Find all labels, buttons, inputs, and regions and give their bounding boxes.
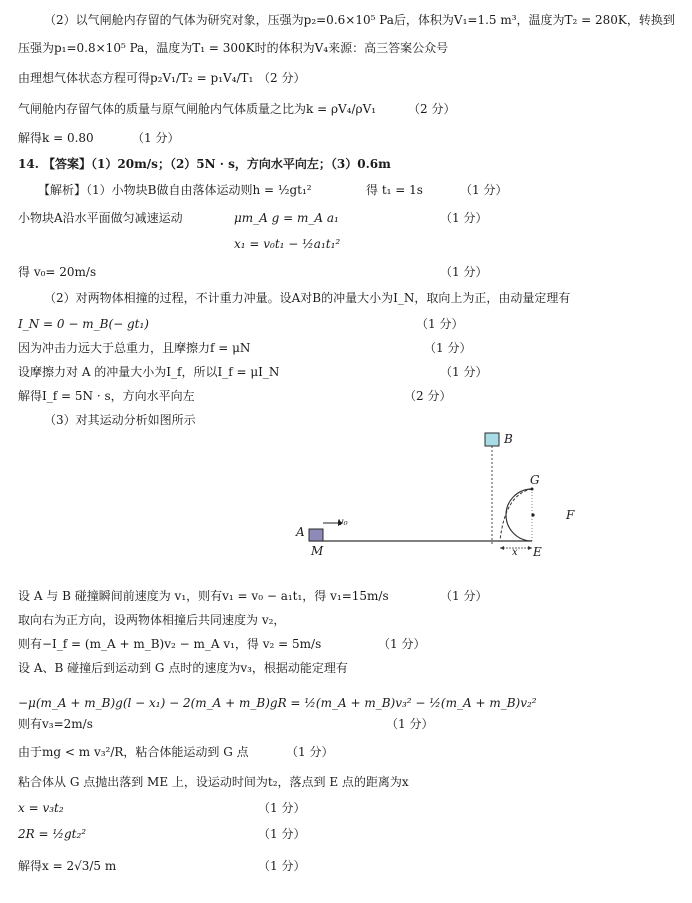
points-line-22: （1 分） — [386, 717, 434, 731]
circular-track — [506, 489, 532, 541]
label-b: B — [504, 432, 513, 446]
x-arrow-right — [528, 546, 532, 550]
points-line-13: （1 分） — [424, 341, 472, 355]
line-27: 解得x = 2√3/5 m — [18, 859, 117, 873]
points-line-26: （1 分） — [258, 827, 306, 841]
label-x: x — [512, 547, 518, 558]
points-line-12: （1 分） — [416, 317, 464, 331]
line-8: 小物块A沿水平面做匀减速运动 — [18, 211, 183, 225]
points-line-5: （1 分） — [132, 131, 180, 145]
line-9: x₁ = v₀t₁ − ½a₁t₁² — [234, 237, 341, 251]
label-m: M — [311, 544, 324, 558]
line-15: 解得I_f = 5N · s，方向水平向左 — [18, 389, 195, 403]
label-e: E — [533, 545, 542, 559]
line-2: 压强为p₁=0.8×10⁵ Pa，温度为T₁ = 300K时的体积为V₄来源：高三答案公众号 — [18, 41, 449, 55]
points-line-4: （2 分） — [408, 102, 456, 116]
points-line-8: （1 分） — [440, 211, 488, 225]
label-v0: v₀ — [338, 517, 348, 528]
line-6: 14. 【答案】（1）20m/s；（2）5N · s，方向水平向左；（3）0.6m — [18, 157, 391, 171]
line-19: 则有−I_f = (m_A + m_B)v₂ − m_A v₁，得 v₂ = 5m/s — [18, 637, 322, 651]
line-7b: 得 t₁ = 1s — [366, 183, 423, 197]
points-line-23: （1 分） — [286, 745, 334, 759]
points-line-19: （1 分） — [378, 637, 426, 651]
line-3: 由理想气体状态方程可得p₂V₁/T₂ = p₁V₄/T₁ — [18, 71, 254, 85]
block-a — [309, 529, 323, 541]
line-13: 因为冲击力远大于总重力，且摩擦力f = μN — [18, 341, 251, 355]
line-21: −μ(m_A + m_B)g(l − x₁) − 2(m_A + m_B)gR = ½(m_A + m_B)v₃² − ½(m_A + m_B)v₂² — [18, 696, 537, 710]
points-line-27: （1 分） — [258, 859, 306, 873]
points-line-17: （1 分） — [440, 589, 488, 603]
line-24: 粘合体从 G 点抛出落到 ME 上，设运动时间为t₂，落点到 E 点的距离为x — [18, 775, 409, 789]
x-arrow-left — [500, 546, 504, 550]
block-b — [485, 433, 499, 446]
line-14: 设摩擦力对 A 的冲量大小为I_f，所以I_f = μI_N — [18, 365, 280, 379]
points-line-15: （2 分） — [404, 389, 452, 403]
line-8b: μm_A g = m_A a₁ — [234, 211, 339, 225]
points-line-14: （1 分） — [440, 365, 488, 379]
points-line-3: （2 分） — [258, 71, 306, 85]
points-line-25: （1 分） — [258, 801, 306, 815]
line-26: 2R = ½gt₂² — [18, 827, 87, 841]
label-f: F — [566, 508, 575, 522]
line-22: 则有v₃=2m/s — [18, 717, 93, 731]
projectile-path — [500, 489, 532, 541]
line-4: 气闸舱内存留气体的质量与原气闸舱内气体质量之比为k = ρV₄/ρV₁ — [18, 102, 377, 116]
line-23: 由于mg < m v₃²/R，粘合体能运动到 G 点 — [18, 745, 249, 759]
line-5: 解得k = 0.80 — [18, 131, 94, 145]
line-12: I_N = 0 − m_B(− gt₁) — [18, 317, 149, 331]
points-line-10: （1 分） — [440, 265, 488, 279]
points-line-7: （1 分） — [460, 183, 508, 197]
line-10: 得 v₀= 20m/s — [18, 265, 97, 279]
line-7: 【解析】（1）小物块B做自由落体运动则h = ½gt₁² — [38, 183, 312, 197]
line-20: 设 A、B 碰撞后到运动到 G 点时的速度为v₃，根据动能定理有 — [18, 661, 348, 675]
line-16: （3）对其运动分析如图所示 — [44, 413, 196, 427]
line-25: x = v₃t₂ — [18, 801, 64, 815]
line-1: （2）以气闸舱内存留的气体为研究对象，压强为p₂=0.6×10⁵ Pa后，体积为V₁=1.5 m³，温度为T₂ = 280K，转换到 — [44, 13, 675, 27]
line-18: 取向右为正方向，设两物体相撞后共同速度为 v₂， — [18, 613, 286, 627]
line-17: 设 A 与 B 碰撞瞬间前速度为 v₁，则有v₁ = v₀ − a₁t₁，得 v₁=15m/s — [18, 589, 389, 603]
label-a: A — [296, 525, 305, 539]
label-g: G — [530, 473, 540, 487]
line-11: （2）对两物体相撞的过程，不计重力冲量。设A对B的冲量大小为I_N，取向上为正，由动量定理有 — [44, 291, 571, 305]
track-center — [531, 513, 534, 516]
